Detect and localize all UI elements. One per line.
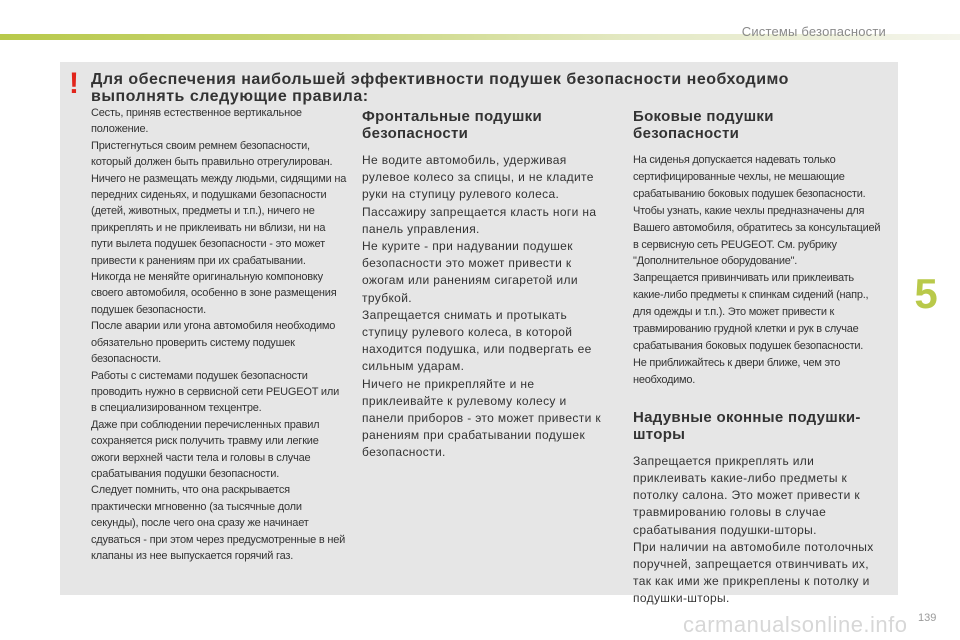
side-rule-paragraph: На сиденья допускается надевать только сертифицированные чехлы, не мешающие срабатыванию боковых подушек безопасности. Чтобы узнать, какие чехлы предназначены для Вашего автомобиля, обратитесь за консультацией в сервисную сеть PEUGEOT. См. рубрику "Дополнительное оборудование". — [633, 154, 881, 268]
rule-paragraph: Пристегнуться своим ремнем безопасности, который должен быть правильно отрегулирован. — [91, 139, 333, 169]
exclamation-icon: ! — [69, 67, 79, 100]
general-rules-column — [91, 105, 347, 564]
side-airbags-column — [633, 108, 883, 608]
side-rule-paragraph: Не приближайтесь к двери ближе, чем это необходимо. — [633, 356, 841, 386]
frontal-rule-paragraph: Ничего не прикрепляйте и не приклеивайте к рулевому колесу и панели приборов - это может привести к ранениям при срабатывании подушек безопасности. — [362, 376, 601, 460]
frontal-rule-paragraph: Пассажиру запрещается класть ноги на панель управления. — [362, 204, 597, 236]
watermark: carmanualsonline.info — [683, 612, 908, 637]
rule-paragraph: Даже при соблюдении перечисленных правил сохраняется риск получить травму или легкие ожоги верхней части тела и головы в случае срабатывания подушки безопасности. — [91, 418, 320, 480]
curtain-rule-paragraph: При наличии на автомобиле потолочных поручней, запрещается отвинчивать их, так как ими же прикреплены к потолку и подушки-шторы. — [633, 539, 874, 606]
rule-paragraph: Следует помнить, что она раскрывается практически мгновенно (за тысячные доли секунды), после чего она сразу же начинает сдуваться - при этом через предусмотренные в ней клапаны из нее выпускается горячий газ. — [91, 484, 346, 562]
page-number: 139 — [918, 612, 937, 624]
curtain-airbags-heading: Надувные оконные подушки-шторы — [633, 408, 861, 443]
rule-paragraph: Сесть, приняв естественное вертикальное положение. — [91, 107, 302, 136]
frontal-rule-paragraph: Не курите - при надувании подушек безопасности это может привести к ожогам или ранениям сигаретой или трубкой. — [362, 239, 578, 305]
warning-heading: Для обеспечения наибольшей эффективности подушек безопасности необходимо выполнять следующие правила: — [91, 71, 789, 105]
rule-paragraph: Никогда не меняйте оригинальную компоновку своего автомобиля, особенно в зоне размещения подушек безопасности. — [91, 271, 337, 316]
chapter-number-tab: 5 — [914, 270, 938, 317]
frontal-rule-paragraph: Не водите автомобиль, удерживая рулевое колесо за спицы, и не кладите руки на ступицу рулевого колеса. — [362, 153, 594, 202]
frontal-airbags-text — [362, 152, 607, 462]
rule-paragraph: После аварии или угона автомобиля необходимо обязательно проверить систему подушек безопасности. — [91, 320, 336, 366]
rule-paragraph: Работы с системами подушек безопасности проводить нужно в сервисной сети PEUGEOT или в специализированном техцентре. — [91, 369, 340, 415]
rule-paragraph: Ничего не размещать между людьми, сидящими на передних сиденьях, и подушками безопасности (детей, животных, предметы и т.п.), ничего не прикреплять и не приклеивать ни вблизи, ни на пути вылета подушек безопасности - это может привести к ранениям при их срабатывании. — [91, 172, 347, 267]
chapter-title: Системы безопасности — [741, 24, 886, 39]
frontal-airbags-heading: Фронтальные подушки безопасности — [362, 108, 543, 142]
side-rule-paragraph: Запрещается привинчивать или приклеивать какие-либо предметы к спинкам сидений (напр., для одежды и т.п.). Это может привести к травмированию грудной клетки и рук в случае срабатывания боковых подушек безопасности. — [633, 272, 869, 352]
frontal-airbags-column — [362, 108, 607, 462]
side-airbags-heading: Боковые подушки безопасности — [633, 108, 774, 142]
curtain-airbags-text — [633, 453, 883, 608]
side-airbags-text — [633, 152, 883, 389]
curtain-rule-paragraph: Запрещается прикреплять или приклеивать какие-либо предметы к потолку салона. Это может привести к травмированию головы в случае срабатывания подушки-шторы. — [633, 453, 860, 537]
frontal-rule-paragraph: Запрещается снимать и протыкать ступицу рулевого колеса, в которой находится подушка, или подвергать ее сильным ударам. — [362, 307, 592, 374]
